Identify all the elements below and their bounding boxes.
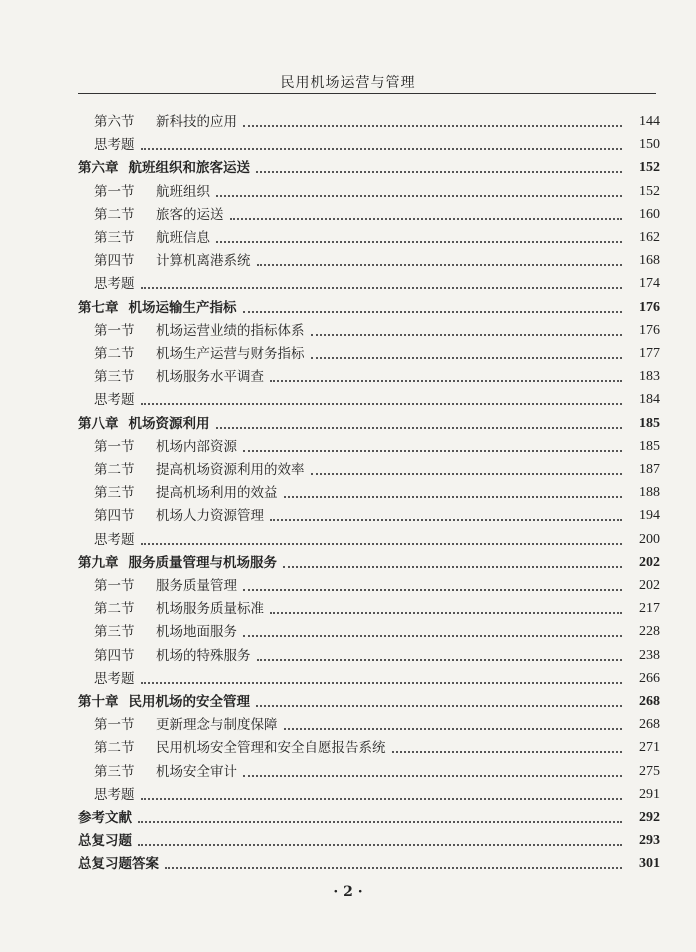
dot-leader bbox=[270, 612, 622, 614]
toc-entry-label bbox=[94, 483, 278, 503]
toc-page-number: 176 bbox=[639, 322, 660, 338]
toc-entry-label bbox=[94, 785, 135, 805]
toc-entry-label bbox=[94, 344, 305, 364]
toc-exercise-row bbox=[94, 135, 660, 155]
dot-leader bbox=[141, 682, 623, 684]
toc-section-row bbox=[94, 738, 660, 758]
toc-entry-title: 航班组织和旅客运送 bbox=[128, 160, 250, 177]
dot-leader bbox=[141, 148, 623, 150]
toc-page-number: 228 bbox=[639, 624, 660, 640]
dot-leader bbox=[284, 496, 623, 498]
page-number: · 2 · bbox=[333, 884, 363, 900]
toc-section-row bbox=[94, 205, 660, 225]
toc-entry-title: 机场地面服务 bbox=[156, 624, 237, 641]
toc-entry-label bbox=[78, 298, 237, 318]
toc-page-number: 194 bbox=[639, 508, 660, 524]
toc-entry-title: 思考题 bbox=[94, 786, 135, 803]
section-number: 第三节 bbox=[94, 624, 135, 641]
toc-chapter-row bbox=[78, 298, 660, 318]
section-number: 第三节 bbox=[94, 369, 135, 386]
toc-entry-label bbox=[94, 437, 237, 457]
toc-section-row bbox=[94, 182, 660, 202]
toc-entry-title: 机场服务质量标准 bbox=[156, 601, 264, 618]
toc-page-number: 217 bbox=[639, 601, 660, 617]
dot-leader bbox=[138, 821, 622, 823]
toc-entry-title: 民用机场的安全管理 bbox=[128, 694, 250, 710]
toc-entry-title: 思考题 bbox=[94, 670, 135, 687]
toc-chapter-row bbox=[78, 158, 660, 178]
toc-chapter-row bbox=[78, 854, 660, 874]
toc-entry-label bbox=[78, 854, 159, 874]
toc-entry-title: 机场资源利用 bbox=[128, 415, 210, 432]
dot-leader bbox=[256, 171, 622, 173]
toc-entry-label bbox=[94, 228, 210, 248]
toc-section-row bbox=[94, 344, 660, 364]
toc-page-number: 266 bbox=[639, 670, 660, 686]
dot-leader bbox=[138, 844, 622, 846]
toc-chapter-row bbox=[78, 808, 660, 828]
toc-entry-label bbox=[94, 599, 264, 619]
toc-page-number: 271 bbox=[639, 740, 660, 756]
toc-section-row bbox=[94, 762, 660, 782]
section-number: 第二节 bbox=[94, 346, 135, 362]
toc-entry-title: 机场人力资源管理 bbox=[156, 508, 264, 525]
toc-entry-title: 旅客的运送 bbox=[156, 206, 224, 223]
toc-page-number: 162 bbox=[639, 230, 660, 245]
toc-entry-label bbox=[94, 182, 210, 202]
toc-entry-label bbox=[78, 808, 132, 828]
dot-leader bbox=[243, 775, 622, 777]
toc-page-number: 144 bbox=[639, 114, 660, 129]
toc-entry-label bbox=[94, 506, 264, 526]
dot-leader bbox=[257, 264, 623, 266]
toc-section-row bbox=[94, 622, 660, 642]
toc-entry-title: 机场内部资源 bbox=[156, 438, 237, 455]
toc-entry-title: 思考题 bbox=[94, 137, 135, 154]
toc-exercise-row bbox=[94, 530, 660, 550]
dot-leader bbox=[230, 218, 623, 220]
section-number: 第一节 bbox=[94, 322, 135, 339]
toc-page-number: 202 bbox=[639, 578, 660, 593]
toc-exercise-row bbox=[94, 669, 660, 689]
toc-entry-label bbox=[94, 622, 237, 642]
toc-section-row bbox=[94, 715, 660, 735]
dot-leader bbox=[270, 380, 622, 382]
dot-leader bbox=[141, 543, 623, 545]
dot-leader bbox=[243, 635, 622, 637]
toc-entry-title: 航班组织 bbox=[156, 183, 210, 200]
dot-leader bbox=[243, 311, 623, 313]
dot-leader bbox=[216, 241, 622, 243]
toc-entry-title: 机场运输生产指标 bbox=[128, 299, 237, 316]
toc-page-number: 177 bbox=[639, 346, 660, 361]
toc-section-row bbox=[94, 367, 660, 387]
toc-entry-label bbox=[94, 576, 237, 596]
toc-section-row bbox=[94, 646, 660, 666]
toc-entry-label bbox=[94, 367, 264, 387]
toc-entry-title: 提高机场利用的效益 bbox=[156, 485, 278, 502]
toc-page-number: 160 bbox=[639, 206, 660, 222]
toc-entry-label bbox=[94, 669, 135, 689]
dot-leader bbox=[141, 403, 623, 405]
section-number: 第四节 bbox=[94, 508, 135, 525]
toc-page-number: 150 bbox=[639, 137, 660, 153]
toc-page-number: 152 bbox=[639, 183, 660, 199]
section-number: 第二节 bbox=[94, 462, 135, 478]
toc-page-number: 238 bbox=[639, 647, 660, 663]
toc-entry-title: 机场的特殊服务 bbox=[156, 647, 251, 664]
toc-chapter-row bbox=[78, 414, 660, 434]
toc-page-number: 202 bbox=[639, 554, 660, 570]
toc-entry-label bbox=[94, 321, 305, 341]
header-rule bbox=[78, 93, 656, 94]
running-header: 民用机场运营与管理 bbox=[280, 75, 416, 91]
toc-entry-label bbox=[78, 553, 277, 573]
toc-section-row bbox=[94, 228, 660, 248]
dot-leader bbox=[243, 125, 622, 127]
chapter-number: 第八章 bbox=[78, 415, 119, 432]
toc-chapter-row bbox=[78, 692, 660, 712]
toc-entry-label bbox=[94, 530, 135, 550]
toc-entry-title: 参考文献 bbox=[78, 810, 132, 826]
toc-entry-title: 思考题 bbox=[94, 531, 135, 548]
chapter-number: 第十章 bbox=[78, 694, 119, 710]
section-number: 第四节 bbox=[94, 253, 135, 270]
toc-page-number: 187 bbox=[639, 462, 660, 477]
toc-chapter-row bbox=[78, 553, 660, 573]
toc-entry-label bbox=[94, 762, 237, 782]
toc-entry-label bbox=[94, 738, 386, 758]
dot-leader bbox=[243, 589, 622, 591]
toc-exercise-row bbox=[94, 785, 660, 805]
dot-leader bbox=[165, 867, 622, 869]
toc-entry-title: 思考题 bbox=[94, 392, 135, 409]
toc-entry-title: 服务质量管理与机场服务 bbox=[128, 554, 277, 571]
section-number: 第一节 bbox=[94, 578, 135, 594]
toc-entry-title: 机场服务水平调查 bbox=[156, 369, 264, 386]
toc-page-number: 301 bbox=[639, 856, 660, 872]
toc-entry-label bbox=[78, 414, 210, 434]
toc-page-number: 188 bbox=[639, 485, 660, 501]
toc-entry-title: 航班信息 bbox=[156, 230, 210, 246]
toc-entry-title: 提高机场资源利用的效率 bbox=[156, 462, 305, 478]
toc-page-number: 185 bbox=[639, 438, 660, 454]
toc-exercise-row bbox=[94, 390, 660, 410]
dot-leader bbox=[283, 566, 622, 568]
section-number: 第一节 bbox=[94, 183, 135, 200]
dot-leader bbox=[141, 287, 623, 289]
toc-entry-title: 总复习题 bbox=[78, 833, 132, 850]
toc-page-number: 176 bbox=[639, 299, 660, 315]
section-number: 第二节 bbox=[94, 740, 135, 757]
toc-entry-label bbox=[78, 692, 250, 712]
toc-page-number: 200 bbox=[639, 531, 660, 547]
toc-entry-title: 服务质量管理 bbox=[156, 578, 237, 594]
toc-entry-title: 机场生产运营与财务指标 bbox=[156, 346, 305, 362]
toc-entry-title: 计算机离港系统 bbox=[156, 253, 251, 270]
toc-page-number: 268 bbox=[639, 717, 660, 733]
chapter-number: 第九章 bbox=[78, 554, 119, 571]
dot-leader bbox=[284, 728, 623, 730]
toc-section-row bbox=[94, 576, 660, 596]
toc-entry-label bbox=[94, 112, 237, 132]
toc-page-number: 275 bbox=[639, 763, 660, 779]
dot-leader bbox=[216, 195, 622, 197]
toc-entry-label bbox=[94, 715, 278, 735]
toc-entry-label bbox=[94, 390, 135, 410]
toc-page-number: 291 bbox=[639, 786, 660, 802]
section-number: 第一节 bbox=[94, 438, 135, 455]
dot-leader bbox=[311, 334, 623, 336]
section-number: 第二节 bbox=[94, 601, 135, 618]
toc-section-row bbox=[94, 112, 660, 132]
toc-chapter-row bbox=[78, 831, 660, 851]
section-number: 第六节 bbox=[94, 114, 135, 130]
toc-entry-title: 新科技的应用 bbox=[156, 114, 237, 130]
toc-page-number: 268 bbox=[639, 694, 660, 709]
section-number: 第四节 bbox=[94, 647, 135, 664]
dot-leader bbox=[257, 659, 623, 661]
toc-section-row bbox=[94, 437, 660, 457]
toc-section-row bbox=[94, 251, 660, 271]
toc-page-number: 174 bbox=[639, 276, 660, 292]
toc-page-number: 293 bbox=[639, 833, 660, 849]
toc-entry-title: 总复习题答案 bbox=[78, 856, 159, 873]
toc-section-row bbox=[94, 321, 660, 341]
section-number: 第三节 bbox=[94, 763, 135, 780]
toc-section-row bbox=[94, 599, 660, 619]
dot-leader bbox=[256, 705, 622, 707]
toc-exercise-row bbox=[94, 274, 660, 294]
toc-entry-label bbox=[94, 251, 251, 271]
dot-leader bbox=[243, 450, 622, 452]
toc-entry-title: 机场安全审计 bbox=[156, 763, 237, 780]
toc-page-number: 152 bbox=[639, 160, 660, 176]
toc-entry-label bbox=[94, 646, 251, 666]
toc-entry-label bbox=[78, 158, 250, 178]
dot-leader bbox=[311, 357, 623, 359]
chapter-number: 第六章 bbox=[78, 160, 119, 177]
toc-page-number: 168 bbox=[639, 253, 660, 269]
toc-page-number: 184 bbox=[639, 392, 660, 408]
toc-entry-title: 更新理念与制度保障 bbox=[156, 717, 278, 734]
toc-entry-label bbox=[94, 274, 135, 294]
toc-page-number: 183 bbox=[639, 369, 660, 385]
dot-leader bbox=[270, 519, 622, 521]
toc-section-row bbox=[94, 483, 660, 503]
section-number: 第三节 bbox=[94, 230, 135, 246]
toc-entry-label bbox=[78, 831, 132, 851]
toc-entry-title: 民用机场安全管理和安全自愿报告系统 bbox=[156, 740, 386, 757]
dot-leader bbox=[392, 751, 623, 753]
toc-entry-label bbox=[94, 460, 305, 480]
section-number: 第一节 bbox=[94, 717, 135, 734]
toc-entry-label bbox=[94, 205, 224, 225]
dot-leader bbox=[141, 798, 623, 800]
toc-entry-title: 思考题 bbox=[94, 276, 135, 293]
toc-section-row bbox=[94, 460, 660, 480]
toc-section-row bbox=[94, 506, 660, 526]
toc-entry-label bbox=[94, 135, 135, 155]
toc-page-number: 292 bbox=[639, 810, 660, 825]
toc-entry-title: 机场运营业绩的指标体系 bbox=[156, 322, 305, 339]
section-number: 第三节 bbox=[94, 485, 135, 502]
toc-page-number: 185 bbox=[639, 415, 660, 431]
dot-leader bbox=[311, 473, 623, 475]
section-number: 第二节 bbox=[94, 206, 135, 223]
dot-leader bbox=[216, 427, 623, 429]
chapter-number: 第七章 bbox=[78, 299, 119, 316]
